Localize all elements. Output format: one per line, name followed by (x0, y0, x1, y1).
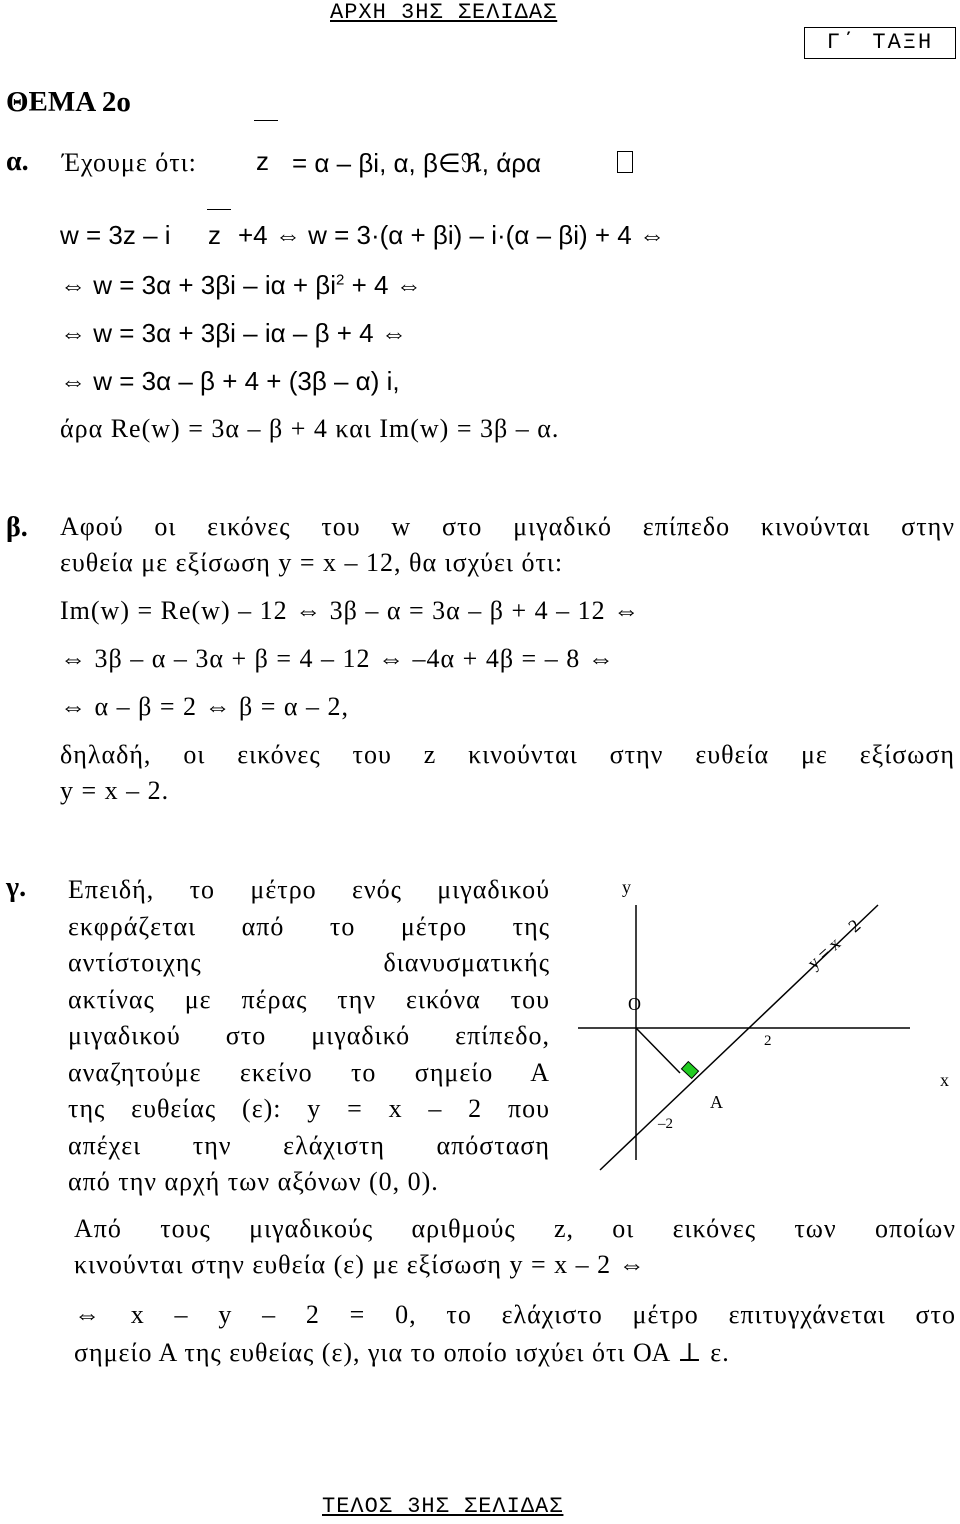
part-c-para2-line1: Από τους μιγαδικούς αριθμούς z, οι εικόνες των οποίων (74, 1214, 956, 1243)
part-a-line1-zbar: z (208, 220, 221, 250)
part-c-line: Επειδή, το μέτρο ενός μιγαδικού (68, 875, 550, 904)
part-a-line5: άρα Re(w) = 3α – β + 4 και Im(w) = 3β – α. (60, 414, 560, 443)
origin-label: O (628, 994, 641, 1014)
y-axis-label: y (622, 877, 631, 897)
part-b-label: β. (6, 512, 28, 543)
part-a-line3: ⇔ w = 3α + 3βi – iα – β + 4 ⇔ (60, 318, 407, 348)
part-c-para2-line4: σημείο Α της ευθείας (ε), για το οποίο ισχύει ότι ΟΑ ⊥ ε. (74, 1338, 730, 1367)
part-c-line: αναζητούμε εκείνο το σημείο Α (68, 1057, 550, 1087)
z-conjugate: z (256, 146, 269, 176)
part-c-line: αντίστοιχης διανυσματικής (68, 948, 550, 977)
conjugate-bar (254, 120, 278, 121)
part-c-line: της ευθείας (ε): y = x – 2 που (68, 1094, 550, 1123)
part-c-para2-line2: κινούνται στην ευθεία (ε) με εξίσωση y = x – 2 ⇔ (74, 1250, 646, 1279)
part-a-intro: Έχουμε ότι: (62, 148, 197, 177)
point-A-label: A (710, 1092, 723, 1112)
part-c-line: εκφράζεται από το μέτρο της (68, 911, 550, 941)
part-b-line3: Im(w) = Re(w) – 12 ⇔ 3β – α = 3α – β + 4 – 12 ⇔ (60, 596, 641, 625)
right-angle-marker (681, 1062, 698, 1079)
part-c-text-block (68, 872, 550, 1201)
part-b-line1: Αφού οι εικόνες του w στο μιγαδικό επίπεδο κινούνται στην (60, 512, 955, 541)
segment-OA (636, 1028, 680, 1073)
part-c-label: γ. (6, 872, 27, 903)
part-a-line1a: w = 3z – i (60, 220, 171, 250)
x-tick-2: 2 (764, 1033, 772, 1049)
part-c-para2-line3: ⇔ x – y – 2 = 0, το ελάχιστο μέτρο επιτυγχάνεται στο (74, 1300, 956, 1329)
part-b-line5: ⇔ α – β = 2 ⇔ β = α – 2, (60, 692, 350, 721)
part-a-label: α. (6, 146, 29, 177)
part-b-line6: δηλαδή, οι εικόνες του z κινούνται στην ευθεία με εξίσωση (60, 740, 955, 769)
part-b-line7: y = x – 2. (60, 776, 170, 805)
part-c-line: απέχει την ελάχιστη απόσταση (68, 1130, 550, 1160)
part-a-line1b: +4 ⇔ w = 3·(α + βi) – i·(α – βi) + 4 ⇔ (238, 220, 665, 250)
class-box: Γ΄ ΤΑΞΗ (804, 27, 956, 59)
part-a-intro-rest: = α – βi, α, β∈ℜ, άρα (292, 148, 542, 178)
part-c-line: ακτίνας με πέρας την εικόνα του (68, 984, 550, 1014)
part-a-line4: ⇔ w = 3α – β + 4 + (3β – α) i, (60, 366, 400, 396)
part-c-line: μιγαδικού στο μιγαδικό επίπεδο, (68, 1021, 550, 1050)
x-axis-label: x (940, 1070, 949, 1090)
part-c-line: από την αρχή των αξόνων (0, 0). (68, 1167, 439, 1196)
line-equation-label: y = x – 2 (803, 915, 865, 973)
part-b-line4: ⇔ 3β – α – 3α + β = 4 – 12 ⇔ –4α + 4β = – 8 ⇔ (60, 644, 615, 673)
y-tick-minus-2: –2 (658, 1116, 673, 1132)
theme-title: ΘΕΜΑ 2ο (6, 86, 131, 118)
conjugate-bar-2 (207, 209, 231, 210)
page-start-header: ΑΡΧΗ 3ΗΣ ΣΕΛΙΔΑΣ (330, 0, 558, 25)
part-a-line2: ⇔ $w = 3\alpha + 3\beta i - i\alpha + \beta i^2 + 4$ ⇔ (60, 270, 422, 300)
part-b-line2: ευθεία με εξίσωση y = x – 12, θα ισχύει ότι: (60, 548, 564, 577)
coordinate-figure (560, 860, 960, 1180)
page-end-footer: ΤΕΛΟΣ 3ΗΣ ΣΕΛΙΔΑΣ (322, 1494, 564, 1519)
missing-glyph-box (617, 151, 633, 173)
